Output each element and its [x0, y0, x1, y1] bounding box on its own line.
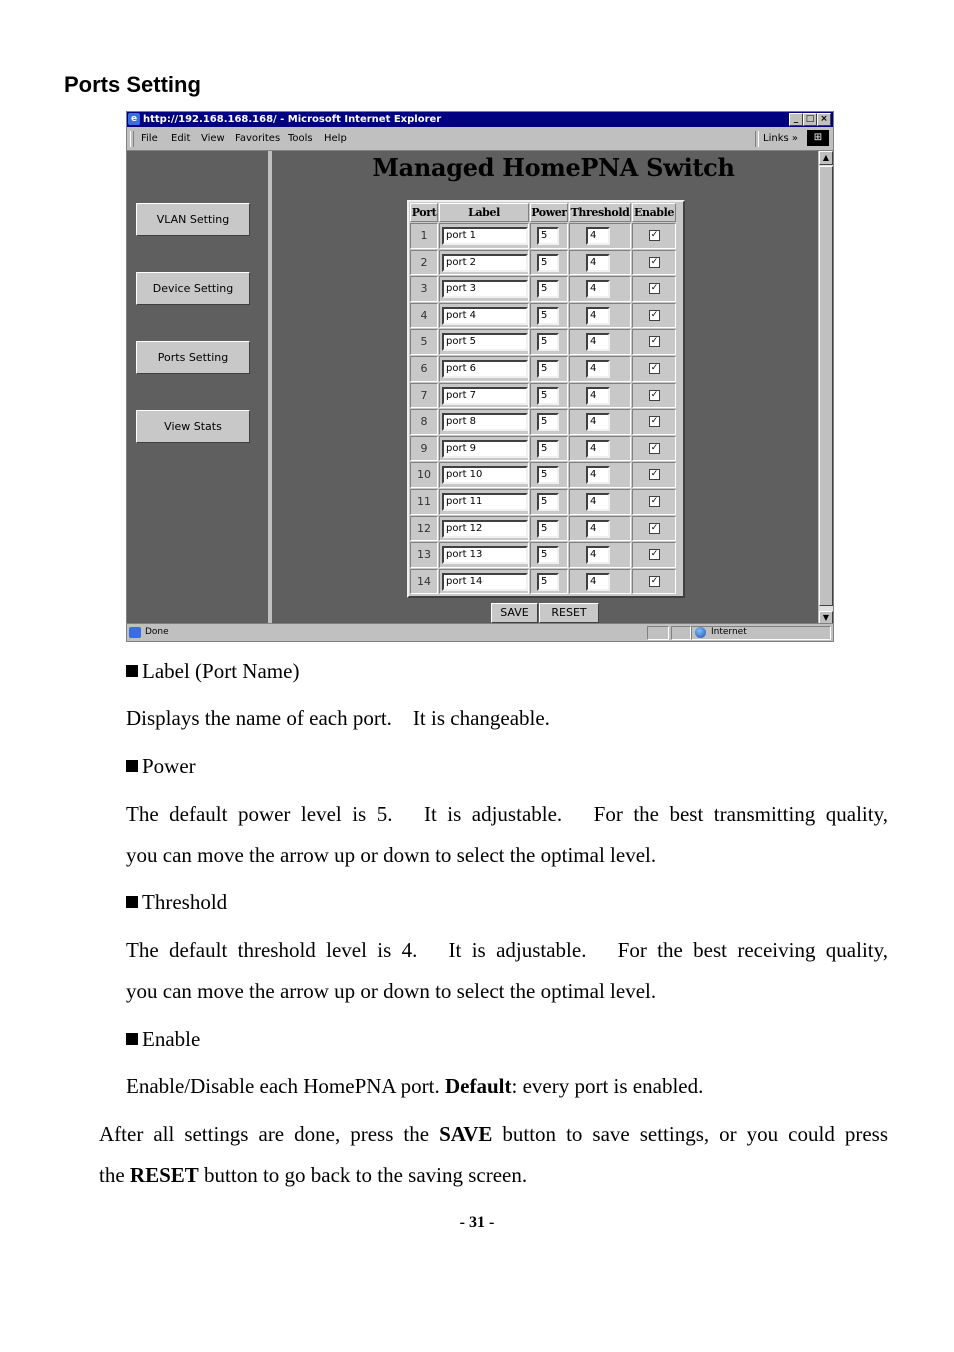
- port-label-input[interactable]: port 6: [442, 360, 528, 378]
- status-bar: [127, 623, 833, 641]
- power-input[interactable]: 5: [537, 440, 559, 458]
- table-row: [410, 303, 682, 330]
- threshold-cell: [569, 383, 631, 409]
- threshold-cell: [569, 223, 631, 249]
- label-cell: [439, 542, 529, 568]
- label-cell: [439, 516, 529, 542]
- port-cell: [410, 516, 438, 542]
- label-cell: [439, 383, 529, 409]
- port-label-input[interactable]: port 5: [442, 333, 528, 351]
- power-input[interactable]: 5: [537, 307, 559, 325]
- port-number: 10: [417, 468, 431, 482]
- toolbar-grip: [130, 131, 134, 147]
- power-input[interactable]: 5: [537, 387, 559, 405]
- port-cell: [410, 303, 438, 329]
- port-label-input[interactable]: port 13: [442, 546, 528, 564]
- app-title: Managed HomePNA Switch: [372, 153, 735, 182]
- enable-checkbox[interactable]: ✓: [650, 336, 659, 347]
- main-frame: [272, 151, 821, 625]
- save-button[interactable]: SAVE: [491, 603, 538, 623]
- scroll-thumb[interactable]: [819, 166, 833, 606]
- browser-window: [126, 111, 834, 642]
- page-number: - 31 -: [459, 1214, 495, 1231]
- enable-checkbox[interactable]: ✓: [650, 309, 659, 320]
- power-input[interactable]: 5: [537, 546, 559, 564]
- threshold-input[interactable]: 4: [586, 573, 610, 591]
- port-number: 9: [420, 441, 428, 455]
- enable-checkbox[interactable]: ✓: [650, 495, 659, 506]
- table-row: [410, 436, 682, 463]
- menu-help[interactable]: Help: [324, 133, 347, 144]
- menu-view[interactable]: View: [201, 133, 225, 144]
- power-cell: [530, 250, 568, 276]
- menu-favorites[interactable]: Favorites: [235, 133, 281, 144]
- threshold-description-line2: you can move the arrow up or down to select the optimal level.: [126, 979, 657, 1003]
- port-cell: [410, 356, 438, 382]
- threshold-cell: [569, 462, 631, 488]
- header-enable: Enable: [632, 203, 676, 222]
- power-cell: [530, 489, 568, 515]
- header-power: Power: [530, 203, 568, 222]
- port-number: 4: [420, 308, 428, 322]
- threshold-cell: [569, 409, 631, 435]
- label-cell: [439, 329, 529, 355]
- threshold-input[interactable]: 4: [586, 333, 610, 351]
- status-panel: [647, 626, 669, 640]
- header-port: Port: [410, 203, 438, 222]
- port-number: 12: [417, 521, 431, 535]
- power-cell: [530, 569, 568, 595]
- scroll-down-icon[interactable]: ▼: [819, 611, 833, 625]
- threshold-input[interactable]: 4: [586, 227, 610, 245]
- threshold-input[interactable]: 4: [586, 254, 610, 272]
- power-input[interactable]: 5: [537, 413, 559, 431]
- enable-cell: [632, 569, 676, 595]
- table-row: [410, 329, 682, 356]
- port-label-input[interactable]: port 1: [442, 227, 528, 245]
- port-cell: [410, 436, 438, 462]
- threshold-heading: Threshold: [126, 892, 227, 913]
- enable-checkbox[interactable]: ✓: [650, 416, 659, 427]
- final-note-line1: After all settings are done, press the SAVE button to save settings, or you could press: [99, 1122, 888, 1146]
- close-icon[interactable]: ×: [817, 113, 831, 126]
- menu-file[interactable]: File: [141, 133, 158, 144]
- table-row: [410, 516, 682, 543]
- enable-checkbox[interactable]: ✓: [650, 283, 659, 294]
- power-description-line1: The default power level is 5. It is adjustable. For the best transmitting quality,: [126, 802, 888, 826]
- enable-description: Enable/Disable each HomePNA port. Default: every port is enabled.: [126, 1074, 704, 1098]
- power-cell: [530, 383, 568, 409]
- port-cell: [410, 462, 438, 488]
- vlan-setting-button[interactable]: VLAN Setting: [136, 203, 250, 236]
- port-cell: [410, 489, 438, 515]
- page-status-icon: [129, 627, 141, 638]
- power-cell: [530, 223, 568, 249]
- enable-cell: [632, 516, 676, 542]
- threshold-cell: [569, 489, 631, 515]
- menu-edit[interactable]: Edit: [171, 133, 191, 144]
- port-number: 6: [420, 361, 428, 375]
- port-cell: [410, 223, 438, 249]
- threshold-input[interactable]: 4: [586, 387, 610, 405]
- port-label-input[interactable]: port 4: [442, 307, 528, 325]
- table-row: [410, 462, 682, 489]
- threshold-input[interactable]: 4: [586, 360, 610, 378]
- ports-setting-button[interactable]: Ports Setting: [136, 341, 250, 374]
- enable-checkbox[interactable]: ✓: [650, 389, 659, 400]
- port-label-input[interactable]: port 7: [442, 387, 528, 405]
- bullet-square-icon: [126, 760, 138, 772]
- enable-checkbox[interactable]: ✓: [650, 469, 659, 480]
- table-row: [410, 356, 682, 383]
- label-cell: [439, 409, 529, 435]
- table-row: [410, 223, 682, 250]
- zone-text: Internet: [711, 627, 747, 637]
- enable-checkbox[interactable]: ✓: [650, 230, 659, 240]
- status-text: Done: [145, 627, 169, 637]
- threshold-cell: [569, 542, 631, 568]
- port-cell: [410, 276, 438, 302]
- port-label-input[interactable]: port 12: [442, 520, 528, 538]
- device-setting-button[interactable]: Device Setting: [136, 272, 250, 305]
- header-threshold: Threshold: [569, 203, 631, 222]
- table-row: [410, 409, 682, 436]
- enable-checkbox[interactable]: ✓: [650, 522, 659, 533]
- enable-cell: [632, 223, 676, 249]
- power-input[interactable]: 5: [537, 466, 559, 484]
- status-panel: [671, 626, 691, 640]
- label-description: Displays the name of each port. It is changeable.: [126, 706, 550, 730]
- enable-checkbox[interactable]: ✓: [650, 362, 659, 373]
- bullet-square-icon: [126, 896, 138, 908]
- threshold-cell: [569, 303, 631, 329]
- port-cell: [410, 383, 438, 409]
- minimize-icon[interactable]: _: [789, 113, 803, 126]
- enable-checkbox[interactable]: ✓: [650, 549, 659, 560]
- threshold-input[interactable]: 4: [586, 466, 610, 484]
- links-label: Links: [763, 133, 789, 144]
- scroll-up-icon[interactable]: ▲: [819, 151, 833, 165]
- bullet-square-icon: [126, 1033, 138, 1045]
- port-number: 8: [420, 415, 428, 429]
- port-label-input[interactable]: port 10: [442, 466, 528, 484]
- vertical-scrollbar[interactable]: [818, 151, 833, 625]
- enable-checkbox[interactable]: ✓: [650, 575, 659, 586]
- view-stats-button[interactable]: View Stats: [136, 410, 250, 443]
- nav-frame: [127, 151, 272, 625]
- globe-icon: [695, 627, 706, 638]
- port-cell: [410, 250, 438, 276]
- threshold-description-line1: The default threshold level is 4. It is adjustable. For the best receiving quality,: [126, 938, 888, 962]
- power-input[interactable]: 5: [537, 573, 559, 591]
- power-input[interactable]: 5: [537, 254, 559, 272]
- threshold-input[interactable]: 4: [586, 440, 610, 458]
- links-separator: [755, 131, 759, 147]
- enable-cell: [632, 462, 676, 488]
- header-label: Label: [439, 203, 529, 222]
- threshold-cell: [569, 250, 631, 276]
- port-number: 7: [420, 388, 428, 402]
- threshold-cell: [569, 276, 631, 302]
- threshold-input[interactable]: 4: [586, 413, 610, 431]
- port-number: 5: [420, 335, 428, 349]
- port-cell: [410, 569, 438, 595]
- power-cell: [530, 462, 568, 488]
- label-cell: [439, 223, 529, 249]
- threshold-cell: [569, 329, 631, 355]
- label-cell: [439, 462, 529, 488]
- port-cell: [410, 409, 438, 435]
- power-cell: [530, 329, 568, 355]
- reset-button[interactable]: RESET: [539, 603, 599, 623]
- power-cell: [530, 276, 568, 302]
- threshold-input[interactable]: 4: [586, 307, 610, 325]
- table-row: [410, 383, 682, 410]
- enable-checkbox[interactable]: ✓: [650, 442, 659, 453]
- windows-logo-icon: ⊞: [807, 130, 829, 146]
- power-input[interactable]: 5: [537, 520, 559, 538]
- title-bar: [127, 112, 833, 127]
- table-row: [410, 489, 682, 516]
- port-label-input[interactable]: port 8: [442, 413, 528, 431]
- enable-cell: [632, 489, 676, 515]
- port-label-input[interactable]: port 11: [442, 493, 528, 511]
- port-cell: [410, 542, 438, 568]
- label-cell: [439, 276, 529, 302]
- power-input[interactable]: 5: [537, 333, 559, 351]
- power-input[interactable]: 5: [537, 360, 559, 378]
- threshold-input[interactable]: 4: [586, 546, 610, 564]
- port-label-input[interactable]: port 9: [442, 440, 528, 458]
- power-cell: [530, 409, 568, 435]
- port-cell: [410, 329, 438, 355]
- enable-cell: [632, 250, 676, 276]
- port-number: 1: [420, 229, 428, 242]
- power-cell: [530, 356, 568, 382]
- port-number: 3: [420, 282, 428, 296]
- table-header-row: [410, 203, 682, 223]
- port-number: 2: [420, 255, 428, 269]
- table-row: [410, 542, 682, 569]
- enable-cell: [632, 409, 676, 435]
- power-cell: [530, 516, 568, 542]
- enable-cell: [632, 436, 676, 462]
- page-content: [127, 151, 821, 625]
- ports-table: [407, 200, 685, 598]
- threshold-input[interactable]: 4: [586, 520, 610, 538]
- enable-checkbox[interactable]: ✓: [650, 256, 659, 267]
- threshold-cell: [569, 569, 631, 595]
- port-label-input[interactable]: port 3: [442, 280, 528, 298]
- power-description-line2: you can move the arrow up or down to select the optimal level.: [126, 843, 657, 867]
- power-cell: [530, 542, 568, 568]
- enable-cell: [632, 303, 676, 329]
- label-cell: [439, 250, 529, 276]
- label-cell: [439, 489, 529, 515]
- label-cell: [439, 569, 529, 595]
- port-number: 11: [417, 494, 431, 508]
- label-cell: [439, 436, 529, 462]
- section-heading: Ports Setting: [64, 72, 201, 97]
- enable-cell: [632, 383, 676, 409]
- threshold-cell: [569, 516, 631, 542]
- enable-cell: [632, 329, 676, 355]
- enable-cell: [632, 276, 676, 302]
- port-label-input[interactable]: port 2: [442, 254, 528, 272]
- links-button[interactable]: Links »: [763, 133, 798, 144]
- enable-cell: [632, 356, 676, 382]
- enable-cell: [632, 542, 676, 568]
- ie-logo-icon: e: [128, 113, 140, 125]
- table-row: [410, 569, 682, 596]
- label-cell: [439, 356, 529, 382]
- power-cell: [530, 436, 568, 462]
- port-number: 13: [417, 548, 431, 562]
- power-heading: Power: [126, 756, 196, 777]
- window-title: http://192.168.168.168/ - Microsoft Internet Explorer: [143, 114, 442, 125]
- threshold-cell: [569, 356, 631, 382]
- table-row: [410, 276, 682, 303]
- port-number: 14: [417, 574, 431, 588]
- bullet-square-icon: [126, 665, 138, 677]
- threshold-cell: [569, 436, 631, 462]
- enable-heading: Enable: [126, 1029, 200, 1050]
- threshold-input[interactable]: 4: [586, 280, 610, 298]
- maximize-icon[interactable]: □: [803, 113, 817, 126]
- power-input[interactable]: 5: [537, 227, 559, 245]
- power-input[interactable]: 5: [537, 493, 559, 511]
- threshold-input[interactable]: 4: [586, 493, 610, 511]
- label-cell: [439, 303, 529, 329]
- final-note-line2: the RESET button to go back to the saving screen.: [99, 1163, 528, 1187]
- power-input[interactable]: 5: [537, 280, 559, 298]
- label-heading: Label (Port Name): [126, 661, 299, 682]
- table-row: [410, 250, 682, 277]
- menu-tools[interactable]: Tools: [288, 133, 313, 144]
- port-label-input[interactable]: port 14: [442, 573, 528, 591]
- power-cell: [530, 303, 568, 329]
- menu-bar: [127, 128, 833, 151]
